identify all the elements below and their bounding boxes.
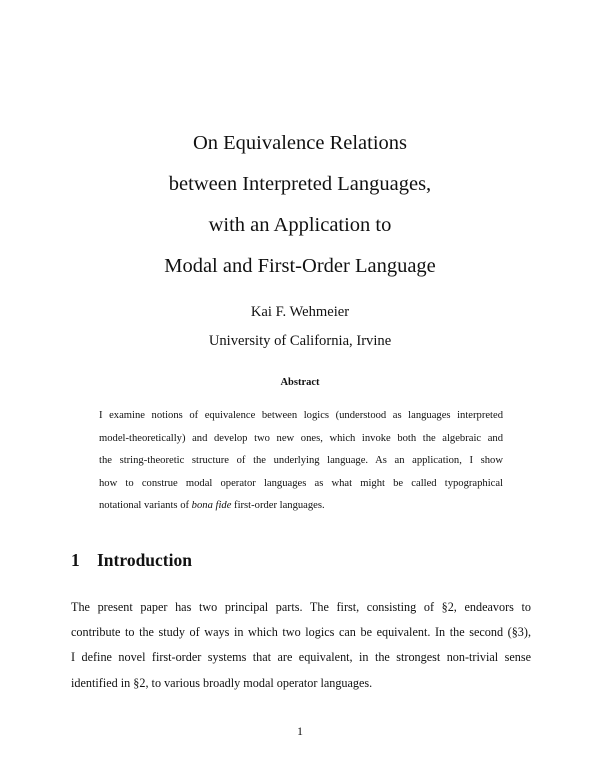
intro-line: I define novel first-order systems that are equivalent, in the strongest non-trivial sense xyxy=(71,650,531,665)
section-title: Introduction xyxy=(97,550,192,570)
abstract-line: the string-theoretic structure of the underlying language. As an application, I show xyxy=(99,455,503,467)
intro-paragraph xyxy=(71,595,531,696)
abstract-line: I examine notions of equivalence between logics (understood as languages interpreted xyxy=(99,410,503,421)
page-number: 1 xyxy=(297,724,303,738)
title-line: between Interpreted Languages, xyxy=(168,173,432,195)
author-block xyxy=(0,298,600,356)
title-line: On Equivalence Relations xyxy=(192,132,408,154)
intro-line: contribute to the study of ways in which two logics can be equivalent. In the second (§3), xyxy=(71,625,531,640)
intro-line: The present paper has two principal parts. The first, consisting of §2, endeavors to xyxy=(71,600,531,614)
intro-line: identified in §2, to various broadly modal operator languages. xyxy=(71,675,373,690)
abstract-italic-phrase: bona fide xyxy=(191,500,232,512)
abstract-text: notational variants of xyxy=(99,500,192,512)
abstract-heading: Abstract xyxy=(280,377,320,388)
section-heading xyxy=(71,550,192,571)
title-line: Modal and First-Order Language xyxy=(164,255,436,277)
paper-title xyxy=(0,123,600,287)
author-affiliation: University of California, Irvine xyxy=(208,333,392,349)
abstract-body xyxy=(99,405,503,518)
abstract-text: first-order languages. xyxy=(231,500,325,512)
author-name: Kai F. Wehmeier xyxy=(250,304,350,320)
abstract-line: how to construe modal operator languages as what might be called typographical xyxy=(99,477,503,489)
abstract-line xyxy=(99,495,503,518)
title-line: with an Application to xyxy=(208,214,392,236)
section-number: 1 xyxy=(71,550,80,570)
abstract-line: model-theoretically) and develop two new ones, which invoke both the algebraic and xyxy=(99,432,503,444)
